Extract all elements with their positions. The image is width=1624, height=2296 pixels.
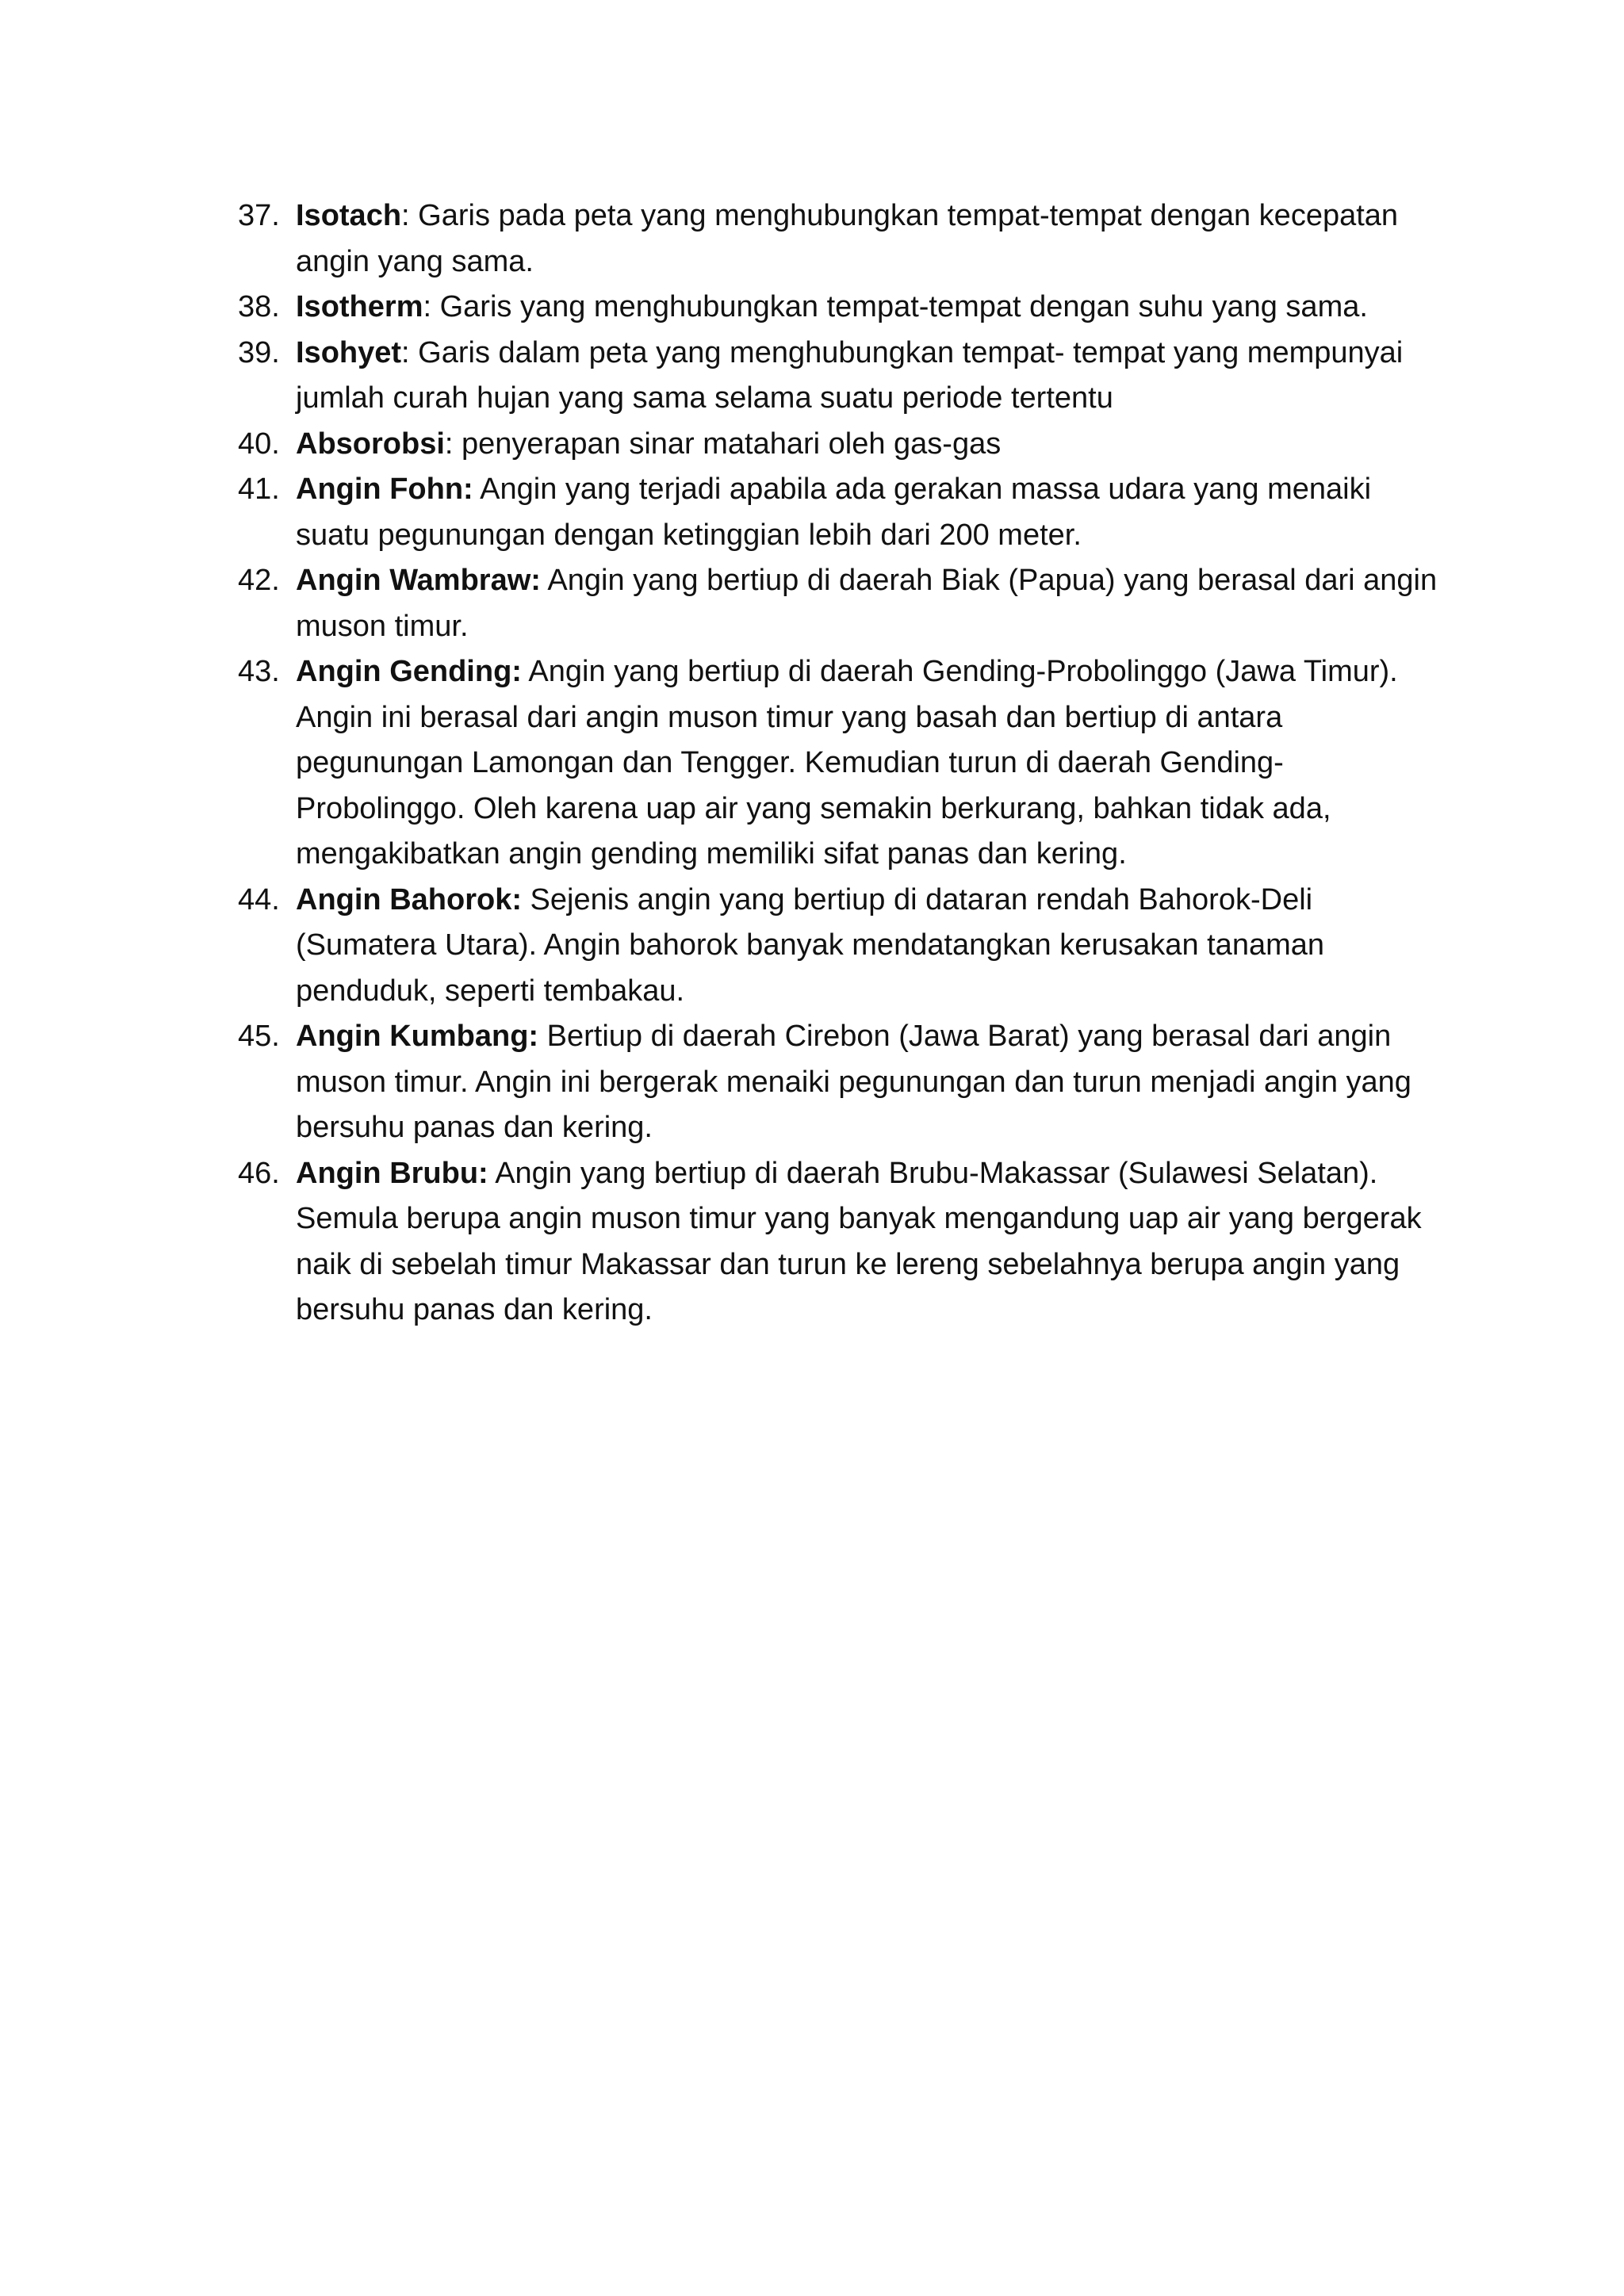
separator: : — [423, 290, 440, 323]
item-number: 41. — [238, 473, 280, 506]
separator — [473, 473, 480, 506]
term: Isohyet — [296, 335, 402, 369]
term: Angin Bahorok: — [296, 882, 522, 916]
definition: Bertiup di daerah Cirebon (Jawa Barat) yang berasal dari angin muson timur. Angin ini bergerak menaiki pegunungan dan turun menjadi angin yang bersuhu panas dan kering. — [296, 1020, 1411, 1144]
term: Isotherm — [296, 290, 423, 323]
separator: : — [444, 427, 462, 461]
list-item — [238, 331, 1443, 422]
item-number: 38. — [238, 290, 280, 323]
list-item — [238, 193, 1443, 285]
term: Isotach — [296, 199, 402, 232]
item-number: 44. — [238, 882, 280, 916]
term: Angin Wambraw: — [296, 564, 541, 597]
definition: Angin yang bertiup di daerah Gending-Probolinggo (Jawa Timur). Angin ini berasal dari angin muson timur yang basah dan bertiup di antara pegunungan Lamongan dan Tengger. Kemudian turun di daerah Gending-Probolinggo. Oleh karena uap air yang semakin berkurang, bahkan tidak ada, mengakibatkan angin gending memiliki sifat panas dan kering. — [296, 655, 1398, 871]
separator — [538, 1020, 547, 1053]
list-item — [238, 878, 1443, 1015]
term: Angin Kumbang: — [296, 1020, 539, 1053]
list-item — [238, 467, 1443, 558]
list-item — [238, 558, 1443, 649]
item-number: 39. — [238, 335, 280, 369]
definition: Garis yang menghubungkan tempat-tempat dengan suhu yang sama. — [439, 290, 1368, 323]
definition: Angin yang bertiup di daerah Brubu-Makassar (Sulawesi Selatan). Semula berupa angin muson timur yang banyak mengandung uap air yang bergerak naik di sebelah timur Makassar dan turun ke lereng sebelahnya berupa angin yang bersuhu panas dan kering. — [296, 1156, 1422, 1326]
item-number: 46. — [238, 1156, 280, 1190]
term: Angin Brubu: — [296, 1156, 488, 1190]
separator: : — [401, 199, 419, 232]
list-item — [238, 422, 1443, 468]
glossary-list — [238, 193, 1443, 1334]
item-number: 43. — [238, 655, 280, 688]
separator — [522, 883, 530, 916]
item-number: 42. — [238, 564, 280, 597]
definition: Angin yang terjadi apabila ada gerakan massa udara yang menaiki suatu pegunungan dengan ketinggian lebih dari 200 meter. — [296, 473, 1372, 552]
definition: Garis pada peta yang menghubungkan tempat-tempat dengan kecepatan angin yang sama. — [296, 199, 1399, 278]
definition: Angin yang bertiup di daerah Biak (Papua) yang berasal dari angin muson timur. — [296, 564, 1438, 643]
item-number: 37. — [238, 199, 280, 232]
list-item — [238, 649, 1443, 878]
term: Absorobsi — [296, 427, 445, 461]
list-item — [238, 1014, 1443, 1151]
item-number: 40. — [238, 427, 280, 461]
definition: Sejenis angin yang bertiup di dataran rendah Bahorok-Deli (Sumatera Utara). Angin bahorok banyak mendatangkan kerusakan tanaman penduduk, seperti tembakau. — [296, 882, 1325, 1008]
term: Angin Fohn: — [296, 473, 473, 506]
definition: penyerapan sinar matahari oleh gas-gas — [462, 427, 1002, 461]
definition: Garis dalam peta yang menghubungkan tempat- tempat yang mempunyai jumlah curah hujan yang sama selama suatu periode tertentu — [296, 335, 1404, 415]
item-number: 45. — [238, 1020, 280, 1053]
term: Angin Gending: — [296, 655, 522, 688]
list-item — [238, 285, 1443, 331]
list-item — [238, 1151, 1443, 1334]
separator: : — [401, 335, 419, 369]
separator — [488, 1157, 495, 1190]
